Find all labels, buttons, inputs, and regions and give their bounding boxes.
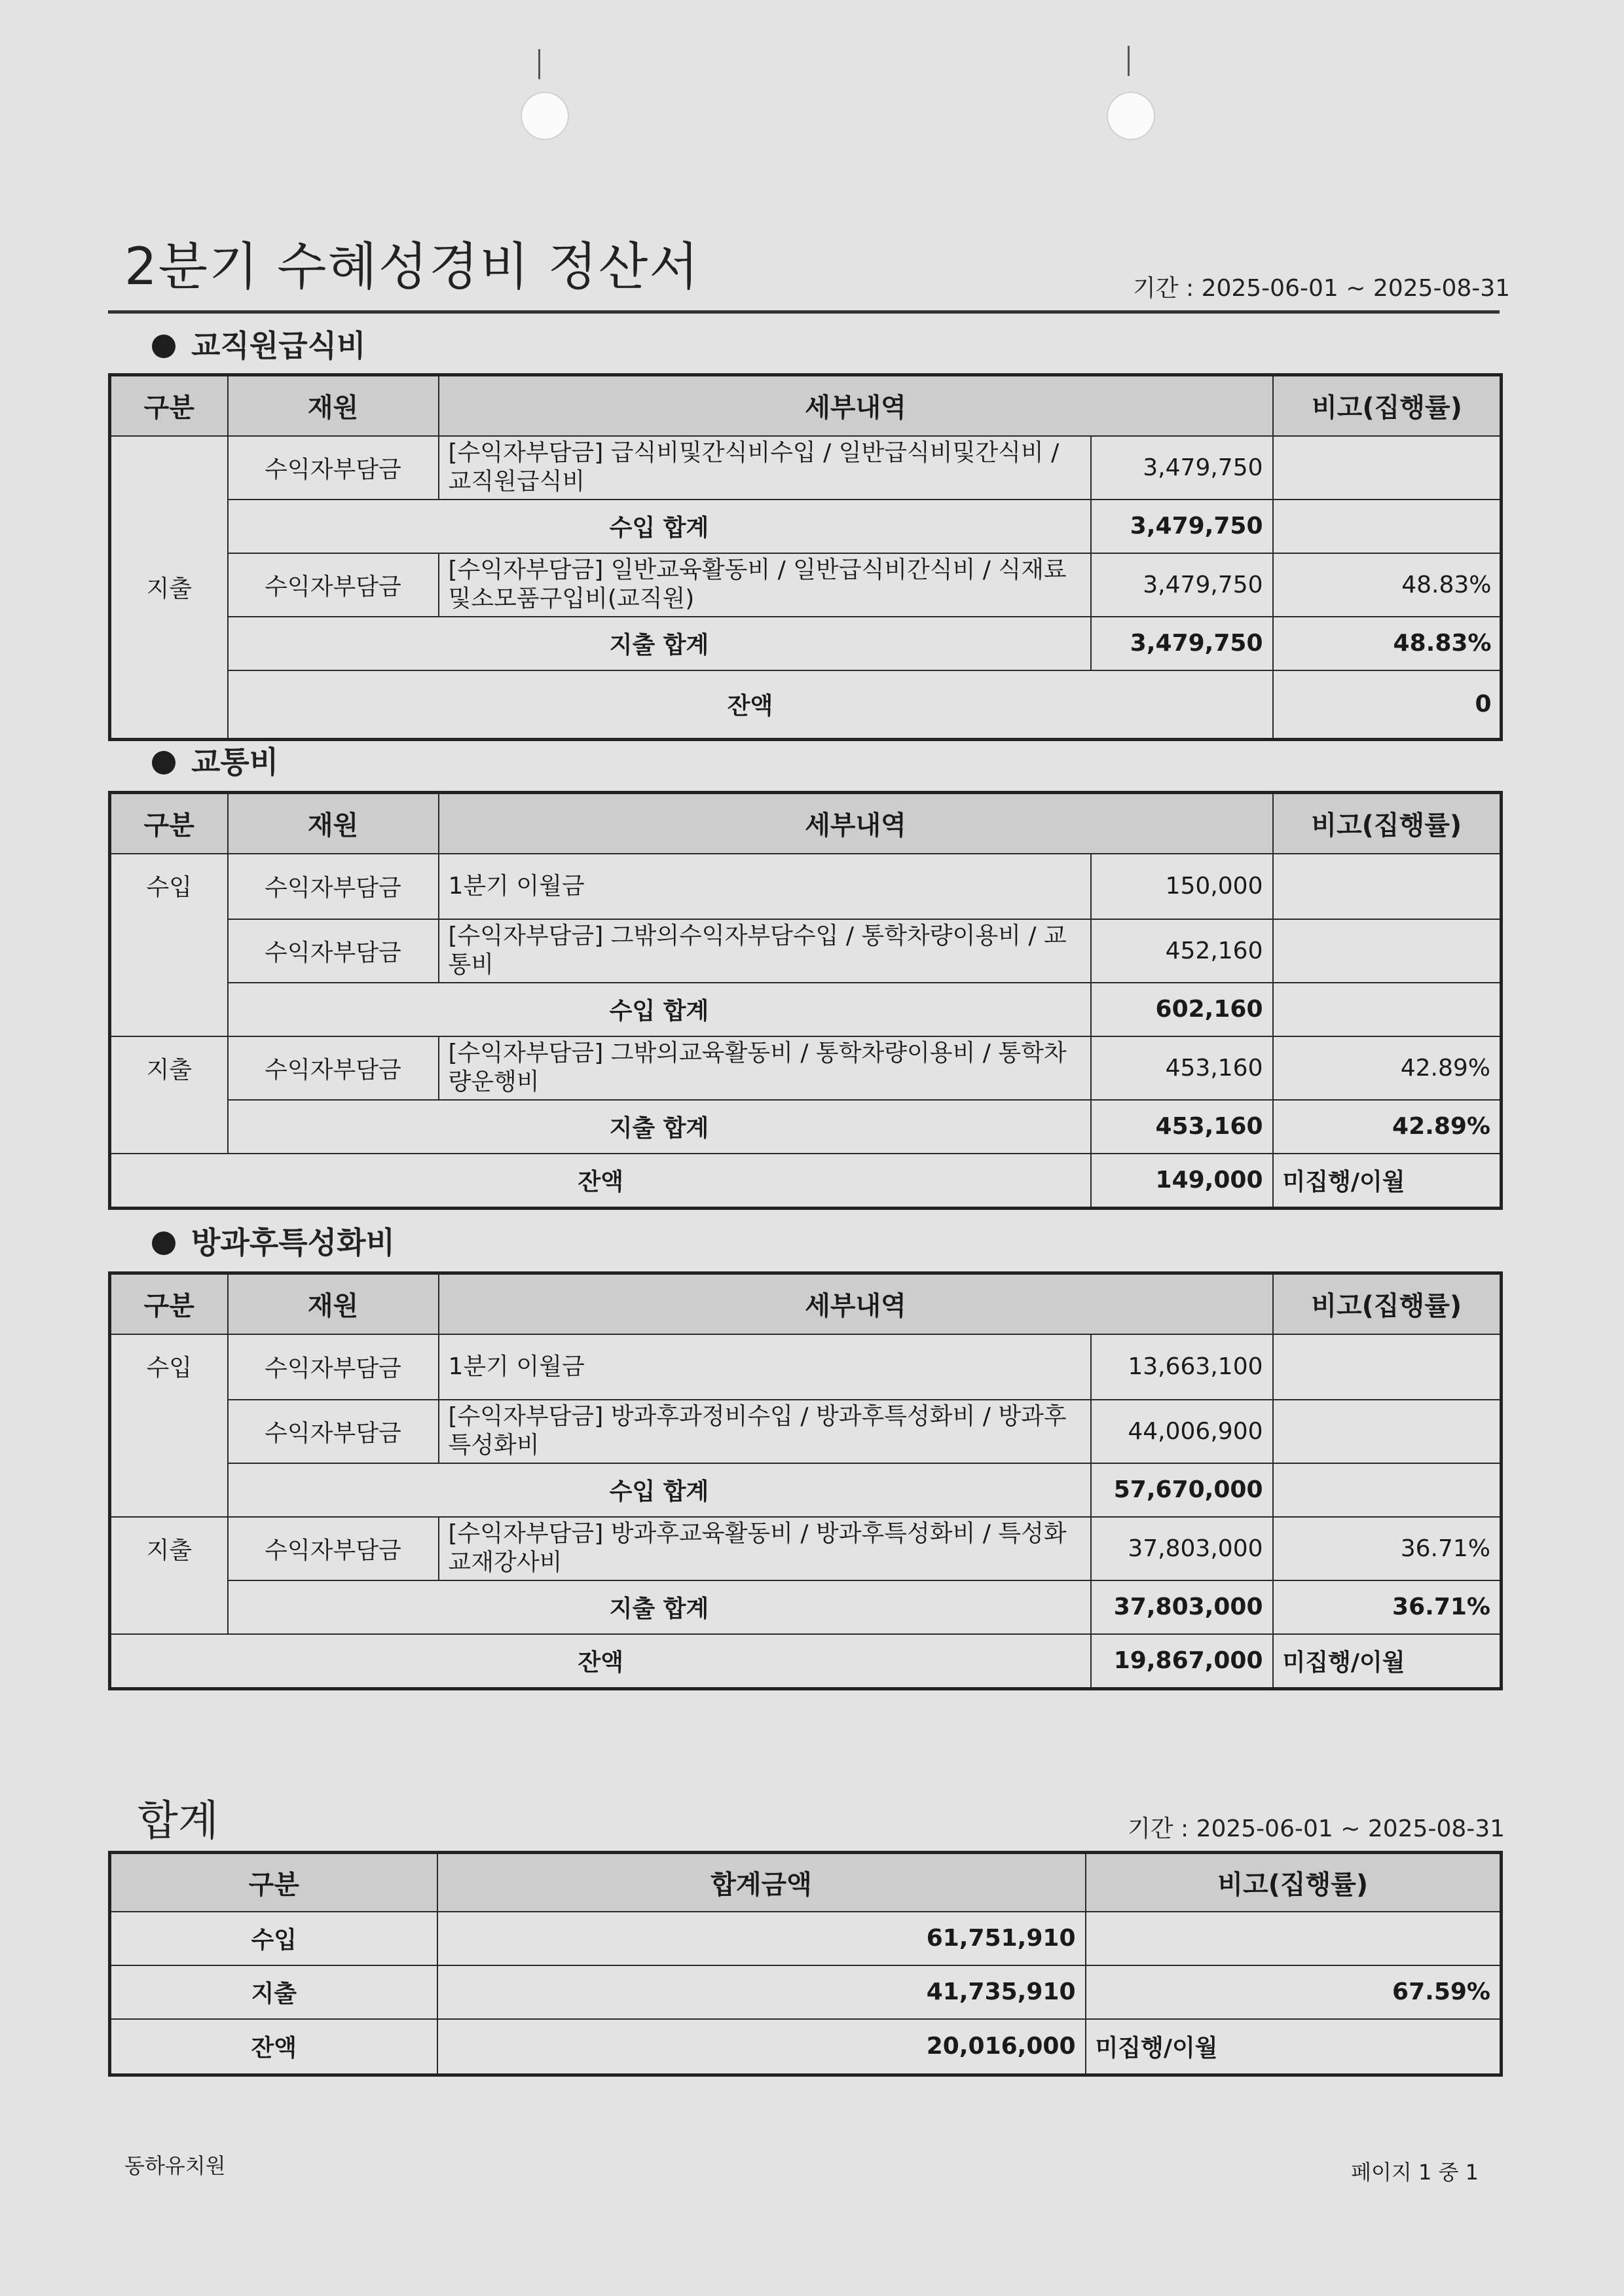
fold-mark	[1128, 46, 1130, 76]
expense-total-row: 지출 합계 453,160 42.89%	[110, 1100, 1502, 1154]
section-heading: 교통비	[152, 738, 278, 782]
table-row: 지출 수익자부담금 [수익자부담금] 방과후교육활동비 / 방과후특성화비 / 특성화교재강사비 37,803,000 36.71%	[110, 1517, 1502, 1580]
expense-total-row: 지출 합계 37,803,000 36.71%	[110, 1580, 1502, 1634]
totals-period-label: 기간 : 2025-06-01 ~ 2025-08-31	[1128, 1815, 1505, 1842]
section-heading: 교직원급식비	[152, 322, 366, 365]
title-divider	[108, 310, 1500, 314]
totals-title: 합계	[138, 1797, 219, 1846]
balance-row: 잔액 19,867,000 미집행/이월	[110, 1634, 1502, 1689]
table-header-row: 구분 재원 세부내역 비고(집행률)	[110, 1273, 1502, 1334]
bullet-icon	[152, 751, 175, 774]
table-row: 수익자부담금 [수익자부담금] 일반교육활동비 / 일반급식비간식비 / 식재료및소모품구입비(교직원) 3,479,750 48.83%	[110, 553, 1502, 617]
section-heading: 방과후특성화비	[152, 1219, 395, 1262]
balance-row: 잔액 0	[110, 670, 1502, 740]
table-row: 수익자부담금 [수익자부담금] 방과후과정비수입 / 방과후특성화비 / 방과후특성화비 44,006,900	[110, 1400, 1502, 1463]
punch-hole	[521, 92, 569, 140]
table-row: 수익자부담금 [수익자부담금] 그밖의수익자부담수입 / 통학차량이용비 / 교통비 452,160	[110, 919, 1502, 983]
table-header-row: 구분 재원 세부내역 비고(집행률)	[110, 375, 1502, 436]
income-total-row: 수입 합계 3,479,750	[110, 500, 1502, 553]
org-name: 동하유치원	[124, 2153, 226, 2178]
section-table-meals	[108, 373, 1503, 741]
punch-hole	[1107, 92, 1155, 140]
period-label: 기간 : 2025-06-01 ~ 2025-08-31	[1133, 275, 1511, 302]
totals-row: 잔액 20,016,000 미집행/이월	[110, 2019, 1502, 2075]
balance-row: 잔액 149,000 미집행/이월	[110, 1154, 1502, 1209]
table-row: 지출 수익자부담금 [수익자부담금] 그밖의교육활동비 / 통학차량이용비 / 통학차량운행비 453,160 42.89%	[110, 1036, 1502, 1100]
expense-total-row: 지출 합계 3,479,750 48.83%	[110, 617, 1502, 670]
income-total-row: 수입 합계 57,670,000	[110, 1463, 1502, 1517]
table-row: 수입 수익자부담금 1분기 이월금 150,000	[110, 854, 1502, 919]
table-row: 수입 수익자부담금 1분기 이월금 13,663,100	[110, 1334, 1502, 1400]
page-title: 2분기 수혜성경비 정산서	[124, 238, 700, 297]
totals-row: 수입 61,751,910	[110, 1912, 1502, 1965]
page-number: 페이지 1 중 1	[1351, 2160, 1479, 2185]
fold-mark	[538, 49, 540, 79]
totals-row: 지출 41,735,910 67.59%	[110, 1965, 1502, 2019]
section-table-afterschool	[108, 1271, 1503, 1690]
bullet-icon	[152, 335, 175, 358]
bullet-icon	[152, 1231, 175, 1255]
table-header-row: 구분 재원 세부내역 비고(집행률)	[110, 793, 1502, 854]
table-header-row: 구분 합계금액 비고(집행률)	[110, 1853, 1502, 1912]
income-total-row: 수입 합계 602,160	[110, 983, 1502, 1036]
section-table-transport	[108, 791, 1503, 1210]
table-row: 지출 수익자부담금 [수익자부담금] 급식비및간식비수입 / 일반급식비및간식비 / 교직원급식비 3,479,750	[110, 436, 1502, 500]
totals-table	[108, 1851, 1503, 2077]
